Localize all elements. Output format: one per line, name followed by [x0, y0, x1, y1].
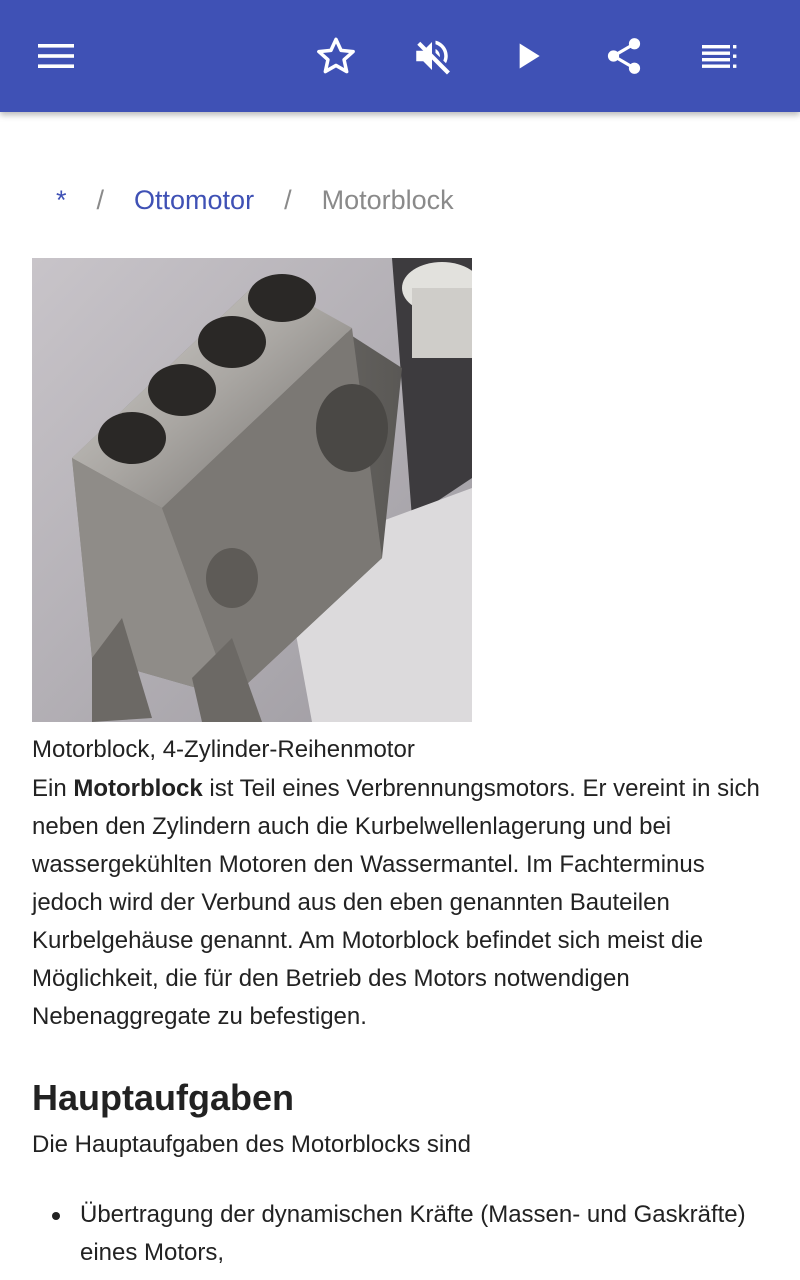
- list-item-text: Übertragung der dynamischen Kräfte (Massen- und Gaskräfte) eines Motors,: [80, 1201, 746, 1266]
- engine-block-photo: [32, 258, 472, 722]
- favorite-button[interactable]: [306, 26, 366, 86]
- article-image[interactable]: [32, 258, 472, 722]
- volume-off-icon: [411, 35, 453, 77]
- share-icon: [603, 35, 645, 77]
- play-button[interactable]: [498, 26, 558, 86]
- table-of-contents-button[interactable]: [690, 26, 750, 86]
- list-item: [32, 1196, 772, 1272]
- play-icon: [508, 36, 548, 76]
- breadcrumb-separator: /: [284, 184, 292, 215]
- bullet-icon: [52, 1212, 60, 1220]
- tasks-list: [32, 1196, 772, 1272]
- section-intro: Die Hauptaufgaben des Motorblocks sind: [32, 1131, 471, 1158]
- star-outline-icon: [315, 35, 357, 77]
- section-heading: Hauptaufgaben: [32, 1077, 295, 1118]
- breadcrumb-current: Motorblock: [321, 184, 454, 215]
- app-toolbar: [0, 0, 800, 112]
- paragraph-bold-term: Motorblock: [73, 775, 203, 802]
- breadcrumb-separator: /: [96, 184, 105, 215]
- playlist-icon: [700, 36, 740, 76]
- menu-icon: [36, 36, 76, 76]
- article-paragraph: [32, 770, 778, 1036]
- breadcrumb-parent-link[interactable]: Ottomotor: [134, 184, 255, 215]
- paragraph-text-rest: ist Teil eines Verbrennungsmotors. Er vereint in sich neben den Zylindern auch die Kurbelwellenlagerung und bei wassergekühlten Motoren den Wassermantel. Im Fachterminus jedoch wird der Verbund aus den eben genannten Bauteilen Kurbelgehäuse genannt. Am Motorblock befindet sich meist die Möglichkeit, die für den Betrieb des Motors notwendigen Nebenaggregate zu befestigen.: [32, 775, 760, 1030]
- share-button[interactable]: [594, 26, 654, 86]
- breadcrumb-root-link[interactable]: *: [56, 184, 67, 215]
- image-caption: Motorblock, 4-Zylinder-Reihenmotor: [32, 736, 415, 763]
- menu-button[interactable]: [26, 26, 86, 86]
- mute-button[interactable]: [402, 26, 462, 86]
- breadcrumb: [56, 180, 454, 220]
- paragraph-text-start: Ein: [32, 775, 74, 802]
